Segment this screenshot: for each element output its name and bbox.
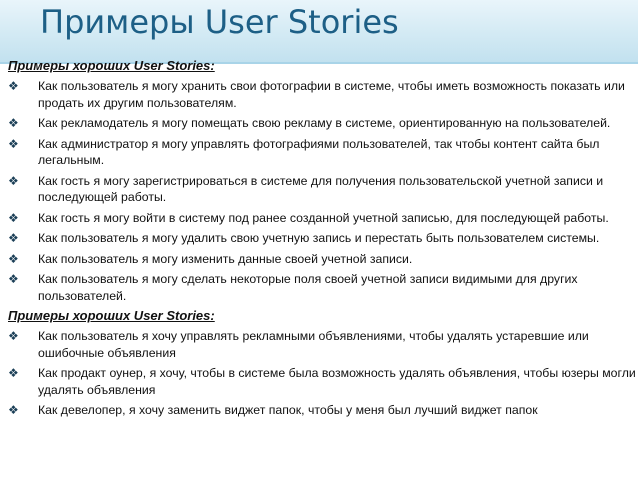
- list-item: [8, 78, 636, 111]
- list-item-text: Как пользователь я могу изменить данные своей учетной записи.: [38, 251, 413, 266]
- list-item-text: Как девелопер, я хочу заменить виджет папок, чтобы у меня был лучший виджет папок: [38, 403, 538, 417]
- list-item-text: Как гость я могу войти в систему под ранее созданной учетной записью, для последующей работы.: [38, 210, 609, 225]
- bullet-diamond-icon: ❖: [8, 403, 19, 417]
- section-heading-good: Примеры хороших User Stories:: [8, 58, 215, 73]
- list-item: [8, 251, 636, 268]
- list-item: [8, 115, 636, 132]
- list-item: [8, 173, 636, 206]
- list-item-text: Как администратор я могу управлять фотографиями пользователей, так чтобы контент сайта был легальным.: [38, 136, 600, 167]
- list-item-text: Как пользователь я могу сделать некоторые поля своей учетной записи видимыми для других пользователей.: [38, 272, 578, 303]
- list-item: [8, 328, 636, 361]
- list-item: [8, 136, 636, 169]
- bullet-diamond-icon: ❖: [8, 272, 19, 286]
- good-stories-list: [8, 78, 636, 304]
- list-item-text: Как пользователь я могу хранить свои фотографии в системе, чтобы иметь возможность показать или продать их другим пользователям.: [38, 79, 625, 110]
- list-item-text: Как рекламодатель я могу помещать свою рекламу в системе, ориентированную на пользователей.: [38, 116, 611, 130]
- list-item-text: Как гость я могу зарегистрироваться в системе для получения пользовательской учетной записи и последующей работы.: [38, 173, 604, 204]
- list-item-text: Как пользователь я хочу управлять рекламными объявлениями, чтобы удалять устаревшие или ошибочные объявления: [38, 329, 589, 360]
- list-item: [8, 402, 636, 419]
- slide-content: [8, 58, 636, 423]
- bullet-diamond-icon: ❖: [8, 231, 19, 245]
- list-item: [8, 230, 636, 247]
- bullet-diamond-icon: ❖: [8, 210, 19, 225]
- list-item-text: Как продакт оунер, я хочу, чтобы в системе была возможность удалять объявления, чтобы юзеры могли удалять объявления: [38, 366, 636, 397]
- list-item: [8, 365, 636, 398]
- bullet-diamond-icon: ❖: [8, 251, 19, 266]
- bullet-diamond-icon: ❖: [8, 173, 19, 188]
- bullet-diamond-icon: ❖: [8, 79, 19, 93]
- second-stories-list: [8, 328, 636, 419]
- bullet-diamond-icon: ❖: [8, 329, 19, 343]
- bullet-diamond-icon: ❖: [8, 116, 19, 130]
- slide-title: Примеры User Stories: [40, 3, 399, 41]
- list-item: [8, 210, 636, 227]
- bullet-diamond-icon: ❖: [8, 136, 19, 151]
- section-heading-second: Примеры хороших User Stories:: [8, 308, 215, 323]
- list-item-text: Как пользователь я могу удалить свою учетную запись и перестать быть пользователем системы.: [38, 231, 600, 245]
- list-item: [8, 271, 636, 304]
- bullet-diamond-icon: ❖: [8, 366, 19, 380]
